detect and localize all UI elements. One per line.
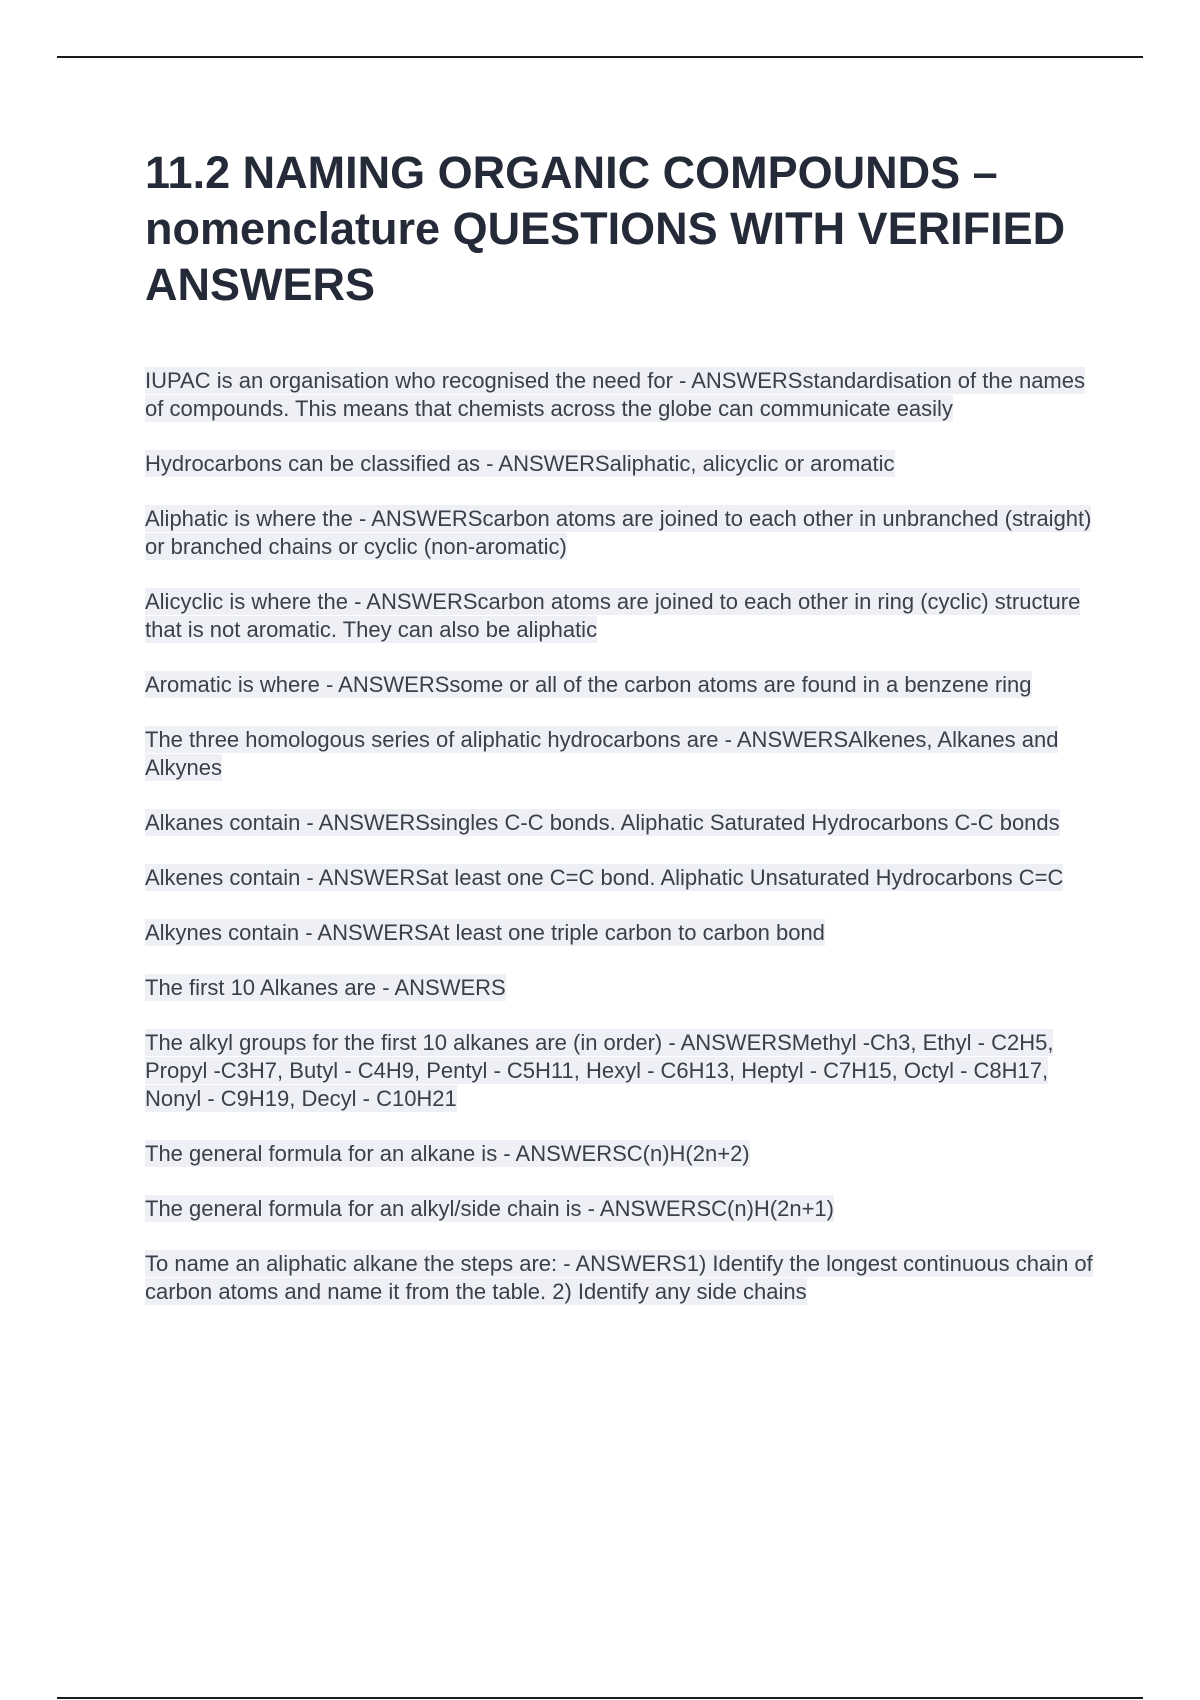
qa-text: The general formula for an alkane is - ANSWERSC(n)H(2n+2) (145, 1141, 750, 1166)
qa-item-aromatic (145, 671, 1095, 699)
qa-text: The three homologous series of aliphatic hydrocarbons are - ANSWERSAlkenes, Alkanes and Alkynes (145, 727, 1059, 780)
qa-item-alkanes (145, 809, 1095, 837)
qa-item-homologous-series (145, 726, 1095, 782)
qa-item-first-10-alkanes (145, 974, 1095, 1002)
qa-item-alkyl-formula (145, 1195, 1095, 1223)
qa-text: Aromatic is where - ANSWERSsome or all of the carbon atoms are found in a benzene ring (145, 672, 1032, 697)
qa-item-aliphatic (145, 505, 1095, 561)
qa-item-alkenes (145, 864, 1095, 892)
qa-item-naming-steps (145, 1250, 1095, 1306)
qa-text: Hydrocarbons can be classified as - ANSWERSaliphatic, alicyclic or aromatic (145, 451, 895, 476)
top-divider (57, 56, 1143, 58)
qa-text: Alkynes contain - ANSWERSAt least one triple carbon to carbon bond (145, 920, 825, 945)
qa-item-alkynes (145, 919, 1095, 947)
qa-text: Alkanes contain - ANSWERSsingles C-C bonds. Aliphatic Saturated Hydrocarbons C-C bonds (145, 810, 1060, 835)
qa-item-iupac (145, 367, 1095, 423)
qa-item-hydrocarbon-classes (145, 450, 1095, 478)
qa-text: The general formula for an alkyl/side chain is - ANSWERSC(n)H(2n+1) (145, 1196, 834, 1221)
qa-item-alkyl-groups (145, 1029, 1095, 1113)
qa-text: The first 10 Alkanes are - ANSWERS (145, 975, 506, 1000)
qa-text: IUPAC is an organisation who recognised the need for - ANSWERSstandardisation of the names of compounds. This means that chemists across the globe can communicate easily (145, 368, 1085, 421)
qa-text: To name an aliphatic alkane the steps are: - ANSWERS1) Identify the longest continuous chain of carbon atoms and name it from the table. 2) Identify any side chains (145, 1251, 1093, 1304)
bottom-divider (57, 1697, 1143, 1699)
qa-text: The alkyl groups for the first 10 alkanes are (in order) - ANSWERSMethyl -Ch3, Ethyl - C2H5, Propyl -C3H7, Butyl - C4H9, Pentyl - C5H11, Hexyl - C6H13, Heptyl - C7H15, Octyl - C8H17, Nonyl - C9H19, Decyl - C10H21 (145, 1030, 1054, 1111)
qa-item-alkane-formula (145, 1140, 1095, 1168)
question-answer-list (145, 367, 1095, 1333)
qa-text: Aliphatic is where the - ANSWERScarbon atoms are joined to each other in unbranched (straight) or branched chains or cyclic (non-aromatic) (145, 506, 1092, 559)
qa-text: Alkenes contain - ANSWERSat least one C=C bond. Aliphatic Unsaturated Hydrocarbons C=C (145, 865, 1064, 890)
qa-item-alicyclic (145, 588, 1095, 644)
document-title: 11.2 NAMING ORGANIC COMPOUNDS – nomenclature QUESTIONS WITH VERIFIED ANSWERS (145, 147, 1066, 310)
qa-text: Alicyclic is where the - ANSWERScarbon atoms are joined to each other in ring (cyclic) structure that is not aromatic. They can also be aliphatic (145, 589, 1081, 642)
